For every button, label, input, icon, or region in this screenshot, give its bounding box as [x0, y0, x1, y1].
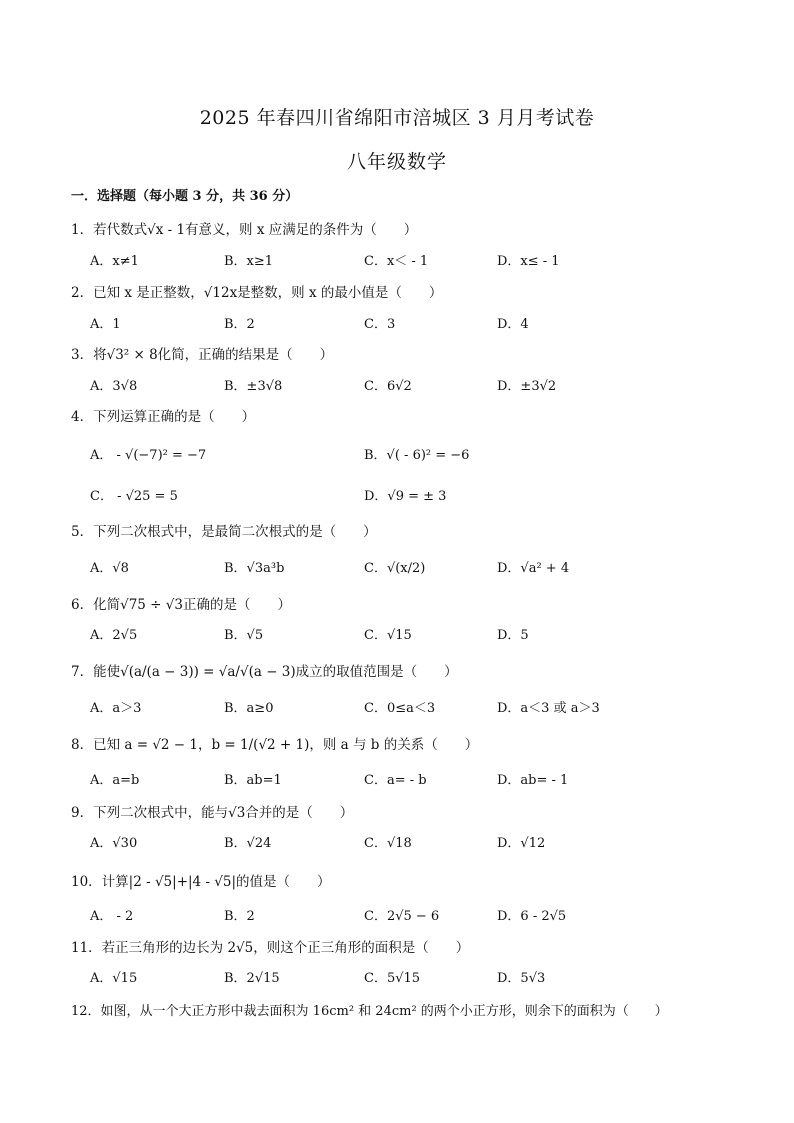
- q7-option-d[interactable]: D．a＜3 或 a＞3: [497, 701, 600, 716]
- question-8: 8．已知 a = √2 − 1，b = 1/(√2 + 1)，则 a 与 b 的关系（ ）: [71, 737, 479, 753]
- question-2: 2．已知 x 是正整数，√12x是整数，则 x 的最小值是（ ）: [71, 285, 443, 301]
- exam-title: 2025 年春四川省绵阳市涪城区 3 月月考试卷: [199, 107, 595, 129]
- q3-option-b[interactable]: B．±3√8: [224, 379, 283, 394]
- q9-option-a[interactable]: A．√30: [90, 836, 138, 851]
- q11-option-b[interactable]: B．2√15: [224, 971, 280, 986]
- q4-option-b[interactable]: B．√( - 6)² = −6: [364, 448, 470, 463]
- q5-option-d[interactable]: D．√a² + 4: [497, 561, 570, 576]
- q3-option-a[interactable]: A．3√8: [90, 379, 138, 394]
- q10-option-b[interactable]: B．2: [224, 909, 255, 924]
- exam-subtitle: 八年级数学: [346, 151, 447, 173]
- q10-option-d[interactable]: D．6 - 2√5: [497, 909, 567, 924]
- q2-option-b[interactable]: B．2: [224, 317, 255, 332]
- q3-option-c[interactable]: C．6√2: [364, 379, 412, 394]
- q1-option-a[interactable]: A．x≠1: [90, 254, 139, 269]
- question-4: 4．下列运算正确的是（ ）: [71, 409, 256, 425]
- q4-option-d[interactable]: D．√9 = ± 3: [364, 489, 447, 504]
- q7-option-b[interactable]: B．a≥0: [224, 701, 274, 716]
- q2-option-d[interactable]: D．4: [497, 317, 529, 332]
- q7-option-a[interactable]: A．a＞3: [90, 701, 142, 716]
- q8-option-b[interactable]: B．ab=1: [224, 773, 282, 788]
- q8-option-a[interactable]: A．a=b: [90, 773, 140, 788]
- q2-option-a[interactable]: A．1: [90, 317, 121, 332]
- q6-option-c[interactable]: C．√15: [364, 628, 412, 643]
- q8-option-c[interactable]: C．a= - b: [364, 773, 427, 788]
- question-7: 7．能使√(a/(a − 3)) = √a/√(a − 3)成立的取值范围是（ ）: [71, 664, 458, 680]
- q4-option-c[interactable]: C． - √25 = 5: [90, 489, 178, 504]
- q10-option-a[interactable]: A． - 2: [90, 909, 134, 924]
- q3-option-d[interactable]: D．±3√2: [497, 379, 557, 394]
- q1-option-c[interactable]: C．x＜ - 1: [364, 254, 429, 269]
- question-12: 12．如图，从一个大正方形中裁去面积为 16cm² 和 24cm² 的两个小正方形，则余下的面积为（ ）: [71, 1004, 668, 1019]
- question-1: 1．若代数式√x - 1有意义，则 x 应满足的条件为（ ）: [71, 222, 418, 238]
- q11-option-a[interactable]: A．√15: [90, 971, 138, 986]
- q6-option-a[interactable]: A．2√5: [90, 628, 138, 643]
- q1-option-b[interactable]: B．x≥1: [224, 254, 274, 269]
- q5-option-b[interactable]: B．√3a³b: [224, 561, 285, 576]
- q7-option-c[interactable]: C．0≤a＜3: [364, 701, 436, 716]
- q9-option-d[interactable]: D．√12: [497, 836, 546, 851]
- q9-option-b[interactable]: B．√24: [224, 836, 272, 851]
- question-10: 10．计算|2 - √5|+|4 - √5|的值是（ ）: [71, 874, 331, 890]
- q10-option-c[interactable]: C．2√5 − 6: [364, 909, 440, 924]
- q11-option-d[interactable]: D．5√3: [497, 971, 546, 986]
- question-3: 3．将√3² × 8化简，正确的结果是（ ）: [71, 347, 334, 363]
- section-heading: 一．选择题（每小题 3 分，共 36 分）: [71, 189, 299, 204]
- q5-option-c[interactable]: C．√(x/2): [364, 561, 426, 576]
- q1-option-d[interactable]: D．x≤ - 1: [497, 254, 560, 269]
- q8-option-d[interactable]: D．ab= - 1: [497, 773, 569, 788]
- q9-option-c[interactable]: C．√18: [364, 836, 412, 851]
- question-11: 11．若正三角形的边长为 2√5，则这个正三角形的面积是（ ）: [71, 940, 470, 956]
- question-5: 5．下列二次根式中，是最简二次根式的是（ ）: [71, 524, 377, 540]
- q11-option-c[interactable]: C．5√15: [364, 971, 421, 986]
- question-6: 6．化简√75 ÷ √3正确的是（ ）: [71, 597, 291, 613]
- q6-option-b[interactable]: B．√5: [224, 628, 264, 643]
- q5-option-a[interactable]: A．√8: [90, 561, 129, 576]
- q6-option-d[interactable]: D．5: [497, 628, 529, 643]
- q2-option-c[interactable]: C．3: [364, 317, 396, 332]
- q4-option-a[interactable]: A． - √(−7)² = −7: [90, 448, 207, 463]
- question-9: 9．下列二次根式中，能与√3合并的是（ ）: [71, 805, 354, 821]
